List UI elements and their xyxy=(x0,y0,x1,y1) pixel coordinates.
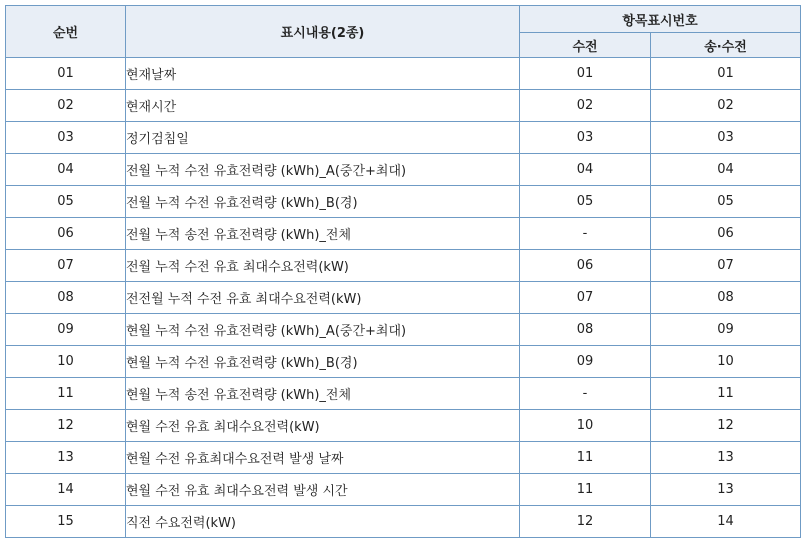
cell-receive: 11 xyxy=(520,474,651,506)
cell-no: 13 xyxy=(6,442,126,474)
cell-send-receive: 13 xyxy=(651,474,801,506)
cell-no: 05 xyxy=(6,186,126,218)
cell-receive: 01 xyxy=(520,58,651,90)
cell-send-receive: 03 xyxy=(651,122,801,154)
cell-content: 전월 누적 수전 유효전력량 (kWh)_B(경) xyxy=(126,186,520,218)
header-item-number-group: 항목표시번호 xyxy=(520,6,801,33)
cell-content: 현월 누적 송전 유효전력량 (kWh)_전체 xyxy=(126,378,520,410)
cell-no: 09 xyxy=(6,314,126,346)
cell-content: 전월 누적 송전 유효전력량 (kWh)_전체 xyxy=(126,218,520,250)
cell-send-receive: 14 xyxy=(651,506,801,538)
table-row xyxy=(6,186,801,218)
cell-no: 04 xyxy=(6,154,126,186)
cell-receive: 11 xyxy=(520,442,651,474)
cell-content: 현월 누적 수전 유효전력량 (kWh)_A(중간+최대) xyxy=(126,314,520,346)
cell-content: 정기검침일 xyxy=(126,122,520,154)
cell-no: 12 xyxy=(6,410,126,442)
cell-receive: 04 xyxy=(520,154,651,186)
table-row xyxy=(6,506,801,538)
table-row xyxy=(6,378,801,410)
table-row xyxy=(6,314,801,346)
cell-content: 현재날짜 xyxy=(126,58,520,90)
cell-receive: 09 xyxy=(520,346,651,378)
table-row xyxy=(6,442,801,474)
cell-send-receive: 07 xyxy=(651,250,801,282)
cell-send-receive: 04 xyxy=(651,154,801,186)
cell-content: 현재시간 xyxy=(126,90,520,122)
cell-no: 14 xyxy=(6,474,126,506)
cell-no: 11 xyxy=(6,378,126,410)
table-row xyxy=(6,250,801,282)
cell-send-receive: 12 xyxy=(651,410,801,442)
cell-content: 현월 수전 유효최대수요전력 발생 날짜 xyxy=(126,442,520,474)
table-row xyxy=(6,154,801,186)
cell-content: 전월 누적 수전 유효 최대수요전력(kW) xyxy=(126,250,520,282)
header-receive: 수전 xyxy=(520,33,651,58)
cell-send-receive: 11 xyxy=(651,378,801,410)
cell-receive: 08 xyxy=(520,314,651,346)
cell-send-receive: 05 xyxy=(651,186,801,218)
table-row xyxy=(6,474,801,506)
table-body xyxy=(6,58,801,538)
cell-receive: - xyxy=(520,378,651,410)
cell-no: 06 xyxy=(6,218,126,250)
cell-receive: 12 xyxy=(520,506,651,538)
table-row xyxy=(6,90,801,122)
table-row xyxy=(6,218,801,250)
header-no: 순번 xyxy=(6,6,126,58)
cell-receive: 06 xyxy=(520,250,651,282)
cell-send-receive: 08 xyxy=(651,282,801,314)
cell-content: 현월 수전 유효 최대수요전력(kW) xyxy=(126,410,520,442)
cell-no: 07 xyxy=(6,250,126,282)
table-row xyxy=(6,122,801,154)
cell-no: 08 xyxy=(6,282,126,314)
cell-content: 직전 수요전력(kW) xyxy=(126,506,520,538)
cell-content: 전전월 누적 수전 유효 최대수요전력(kW) xyxy=(126,282,520,314)
cell-receive: 07 xyxy=(520,282,651,314)
cell-send-receive: 09 xyxy=(651,314,801,346)
cell-no: 02 xyxy=(6,90,126,122)
cell-send-receive: 06 xyxy=(651,218,801,250)
header-send-receive: 송·수전 xyxy=(651,33,801,58)
cell-receive: - xyxy=(520,218,651,250)
cell-receive: 10 xyxy=(520,410,651,442)
cell-content: 전월 누적 수전 유효전력량 (kWh)_A(중간+최대) xyxy=(126,154,520,186)
cell-send-receive: 13 xyxy=(651,442,801,474)
table-row xyxy=(6,282,801,314)
header-row xyxy=(6,6,801,33)
header-content: 표시내용(2종) xyxy=(126,6,520,58)
cell-no: 10 xyxy=(6,346,126,378)
cell-no: 03 xyxy=(6,122,126,154)
cell-content: 현월 누적 수전 유효전력량 (kWh)_B(경) xyxy=(126,346,520,378)
cell-content: 현월 수전 유효 최대수요전력 발생 시간 xyxy=(126,474,520,506)
table-row xyxy=(6,346,801,378)
table-row xyxy=(6,410,801,442)
cell-no: 01 xyxy=(6,58,126,90)
cell-send-receive: 10 xyxy=(651,346,801,378)
cell-send-receive: 02 xyxy=(651,90,801,122)
cell-send-receive: 01 xyxy=(651,58,801,90)
table-row xyxy=(6,58,801,90)
cell-receive: 02 xyxy=(520,90,651,122)
display-items-table xyxy=(5,5,801,538)
cell-no: 15 xyxy=(6,506,126,538)
cell-receive: 05 xyxy=(520,186,651,218)
cell-receive: 03 xyxy=(520,122,651,154)
